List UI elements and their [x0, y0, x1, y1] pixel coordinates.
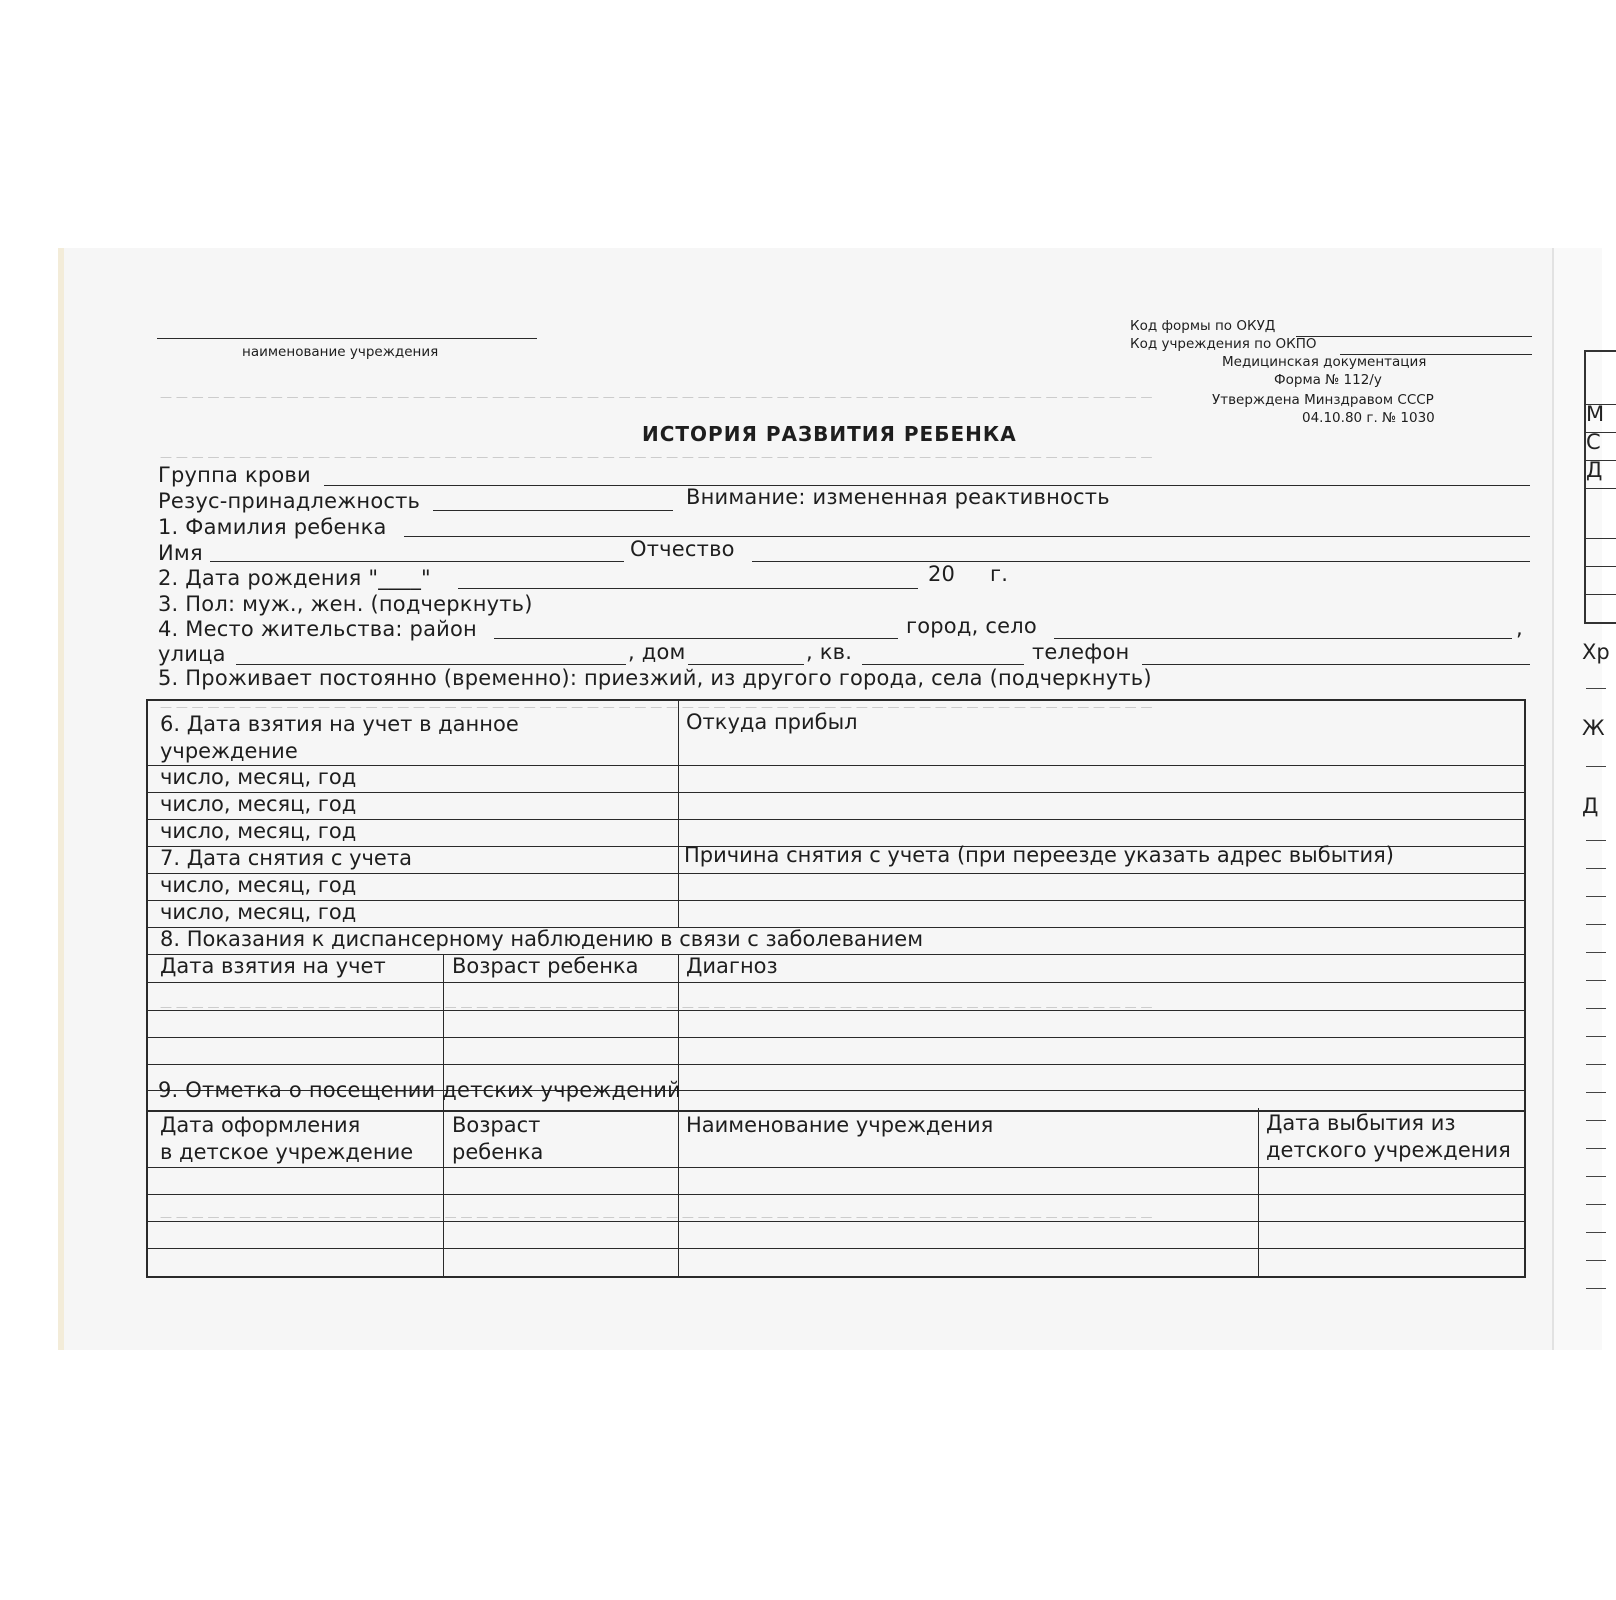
from-where-label: Откуда прибыл	[686, 710, 858, 734]
dmy-label: число, месяц, год	[160, 873, 357, 897]
comma: ,	[1516, 616, 1523, 640]
next-page-edge	[1552, 248, 1610, 1350]
street-label: улица	[158, 642, 226, 666]
district-field[interactable]	[494, 638, 898, 639]
institution-caption: наименование учреждения	[242, 344, 439, 360]
rhesus-label: Резус-принадлежность	[158, 489, 421, 513]
registration-table	[146, 699, 1526, 1112]
birth-date-field[interactable]	[458, 588, 918, 589]
city-label: город, село	[906, 614, 1037, 638]
surname-field[interactable]	[404, 536, 1530, 537]
next-page-table	[1584, 350, 1616, 624]
col-diagnosis: Диагноз	[686, 954, 778, 978]
dmy-label: число, месяц, год	[160, 792, 357, 816]
col-institution-name: Наименование учреждения	[686, 1113, 994, 1137]
name-field[interactable]	[210, 561, 624, 562]
house-label: , дом	[628, 640, 686, 664]
col-leave-date-2: детского учреждения	[1266, 1138, 1511, 1162]
rhesus-field[interactable]	[433, 510, 673, 511]
dereg-reason-label: Причина снятия с учета (при переезде указать адрес выбытия)	[684, 843, 1394, 867]
reg-date-label-2: учреждение	[160, 739, 298, 763]
col-enroll-date-2: в детское учреждение	[160, 1140, 414, 1164]
col-enroll-date: Дата оформления	[160, 1113, 361, 1137]
col-leave-date: Дата выбытия из	[1266, 1111, 1456, 1135]
next-page-letter: М	[1586, 402, 1605, 426]
col-reg-date: Дата взятия на учет	[160, 954, 386, 978]
institutions-heading: 9. Отметка о посещении детских учреждений	[158, 1078, 681, 1102]
dmy-label: число, месяц, год	[160, 900, 357, 924]
okpo-label: Код учреждения по ОКПО	[1130, 336, 1317, 352]
approved-by: Утверждена Минздравом СССР	[1212, 392, 1434, 408]
okud-field[interactable]	[1296, 336, 1532, 337]
col-age: Возраст ребенка	[452, 954, 639, 978]
attention-label: Внимание: измененная реактивность	[686, 485, 1110, 509]
institution-name-line[interactable]	[157, 338, 537, 339]
next-page-label: Ж	[1582, 716, 1605, 740]
phone-label: телефон	[1032, 640, 1130, 664]
approved-date: 04.10.80 г. № 1030	[1302, 410, 1435, 426]
surname-label: 1. Фамилия ребенка	[158, 515, 387, 539]
name-label: Имя	[158, 541, 203, 565]
next-page-letter: Д	[1586, 458, 1603, 482]
patronymic-field[interactable]	[752, 561, 1530, 562]
dereg-date-label: 7. Дата снятия с учета	[160, 846, 412, 870]
doc-type: Медицинская документация	[1222, 354, 1427, 370]
next-page-label: Хр	[1582, 640, 1610, 664]
birth-year-suffix: г.	[990, 562, 1009, 586]
col-child-age-2: ребенка	[452, 1140, 544, 1164]
okud-label: Код формы по ОКУД	[1130, 318, 1276, 334]
sex-label: 3. Пол: муж., жен. (подчеркнуть)	[158, 592, 533, 616]
form-number: Форма № 112/у	[1274, 372, 1382, 388]
residence-label: 4. Место жительства: район	[158, 617, 477, 641]
document-title: ИСТОРИЯ РАЗВИТИЯ РЕБЕНКА	[642, 422, 1017, 446]
apt-field[interactable]	[862, 664, 1024, 665]
birth-year-prefix: 20	[928, 562, 956, 586]
street-field[interactable]	[236, 664, 626, 665]
indications-label: 8. Показания к диспансерному наблюдению в связи с заболеванием	[160, 927, 924, 951]
col-child-age: Возраст	[452, 1113, 541, 1137]
dmy-label: число, месяц, год	[160, 765, 357, 789]
next-page-label: Д	[1582, 794, 1599, 818]
dmy-label: число, месяц, год	[160, 819, 357, 843]
apt-label: , кв.	[806, 640, 853, 664]
phone-field[interactable]	[1142, 664, 1530, 665]
patronymic-label: Отчество	[630, 537, 735, 561]
reg-date-label: 6. Дата взятия на учет в данное	[160, 712, 519, 736]
next-page-letter: С	[1586, 430, 1601, 454]
institutions-table	[146, 1108, 1526, 1278]
birth-date-label: 2. Дата рождения "____"	[158, 566, 431, 590]
residence-status-label: 5. Проживает постоянно (временно): приезжий, из другого города, села (подчеркнуть)	[158, 666, 1152, 690]
house-field[interactable]	[688, 664, 804, 665]
city-field[interactable]	[1054, 638, 1512, 639]
blood-group-label: Группа крови	[158, 463, 311, 487]
